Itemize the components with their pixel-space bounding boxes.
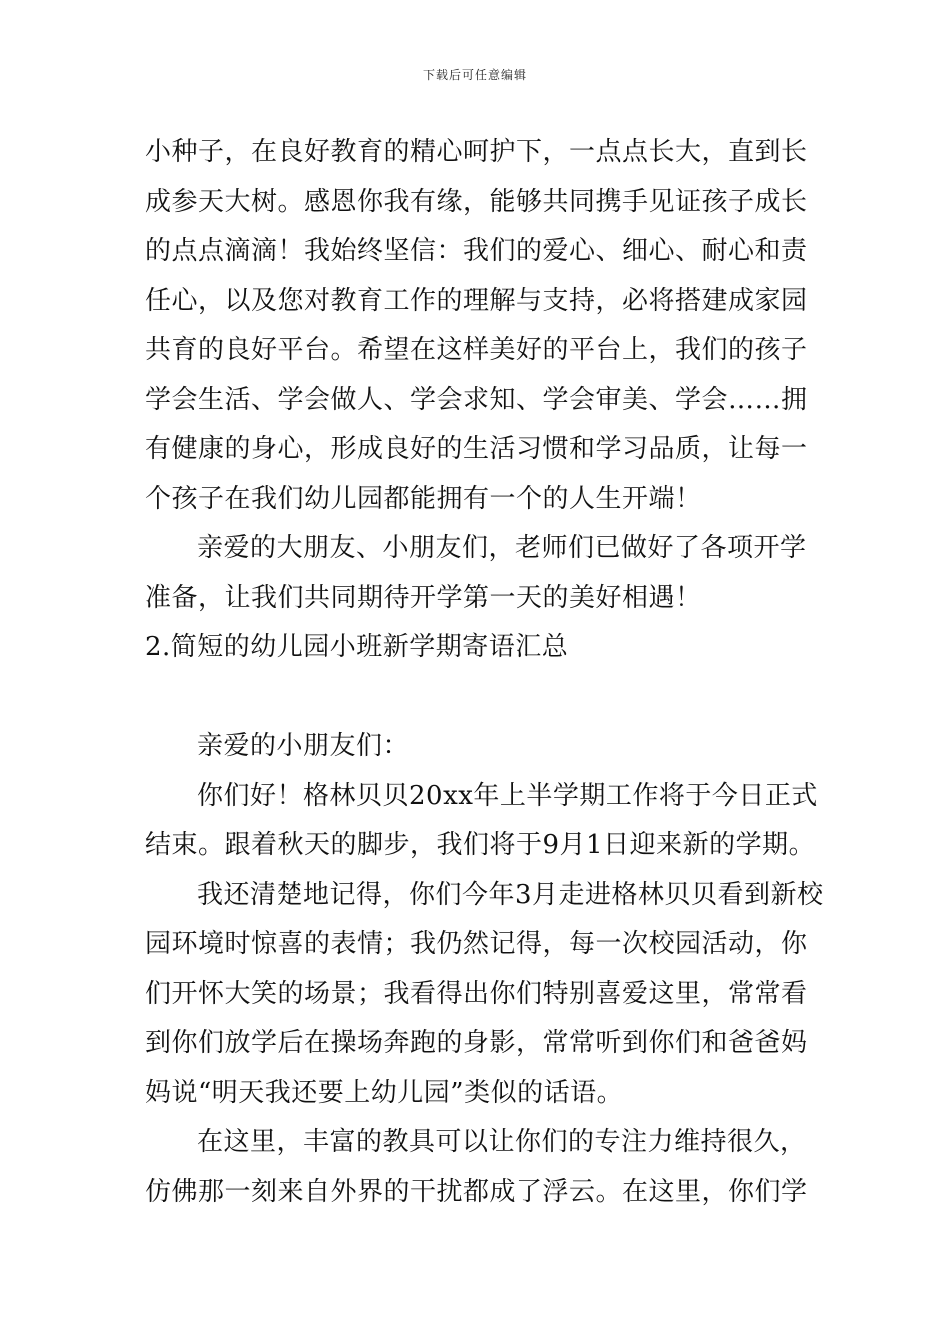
body-line: 在这里，丰富的教具可以让你们的专注力维持很久， (197, 1127, 807, 1157)
body-line: 的点点滴滴！我始终坚信：我们的爱心、细心、耐心和责 (145, 236, 808, 266)
salutation: 亲爱的小朋友们： (197, 731, 410, 761)
body-line: 共育的良好平台。希望在这样美好的平台上，我们的孩子 (145, 335, 808, 365)
body-line: 结束。跟着秋天的脚步，我们将于9月1日迎来新的学期。 (145, 830, 816, 860)
body-line: 任心，以及您对教育工作的理解与支持，必将搭建成家园 (145, 285, 808, 316)
page-header-note: 下载后可任意编辑 (422, 68, 527, 82)
body-line: 到你们放学后在操场奔跑的身影，常常听到你们和爸爸妈 (145, 1028, 808, 1058)
body-line: 仿佛那一刻来自外界的干扰都成了浮云。在这里，你们学 (145, 1176, 808, 1207)
body-line: 园环境时惊喜的表情；我仍然记得，每一次校园活动，你 (145, 929, 808, 959)
body-line: 们开怀大笑的场景；我看得出你们特别喜爱这里，常常看 (145, 978, 808, 1009)
body-line: 你们好！格林贝贝20xx年上半学期工作将于今日正式 (197, 780, 818, 811)
body-line: 学会生活、学会做人、学会求知、学会审美、学会……拥 (145, 384, 808, 415)
body-line: 个孩子在我们幼儿园都能拥有一个的人生开端！ (145, 483, 702, 514)
blank-line (145, 673, 805, 723)
body-line: 妈说“明天我还要上幼儿园”类似的话语。 (145, 1077, 624, 1108)
body-line: 有健康的身心，形成良好的生活习惯和学习品质，让每一 (145, 434, 808, 464)
body-line: 小种子，在良好教育的精心呵护下，一点点长大，直到长 (145, 137, 808, 167)
body-line: 成参天大树。感恩你我有缘，能够共同携手见证孩子成长 (145, 186, 808, 217)
body-line: 我还清楚地记得，你们今年3月走进格林贝贝看到新校 (197, 879, 824, 910)
document-body (145, 128, 824, 1217)
section-heading: 2.简短的幼儿园小班新学期寄语汇总 (145, 632, 569, 662)
body-line: 准备，让我们共同期待开学第一天的美好相遇！ (145, 582, 702, 613)
body-line: 亲爱的大朋友、小朋友们，老师们已做好了各项开学 (197, 533, 807, 563)
